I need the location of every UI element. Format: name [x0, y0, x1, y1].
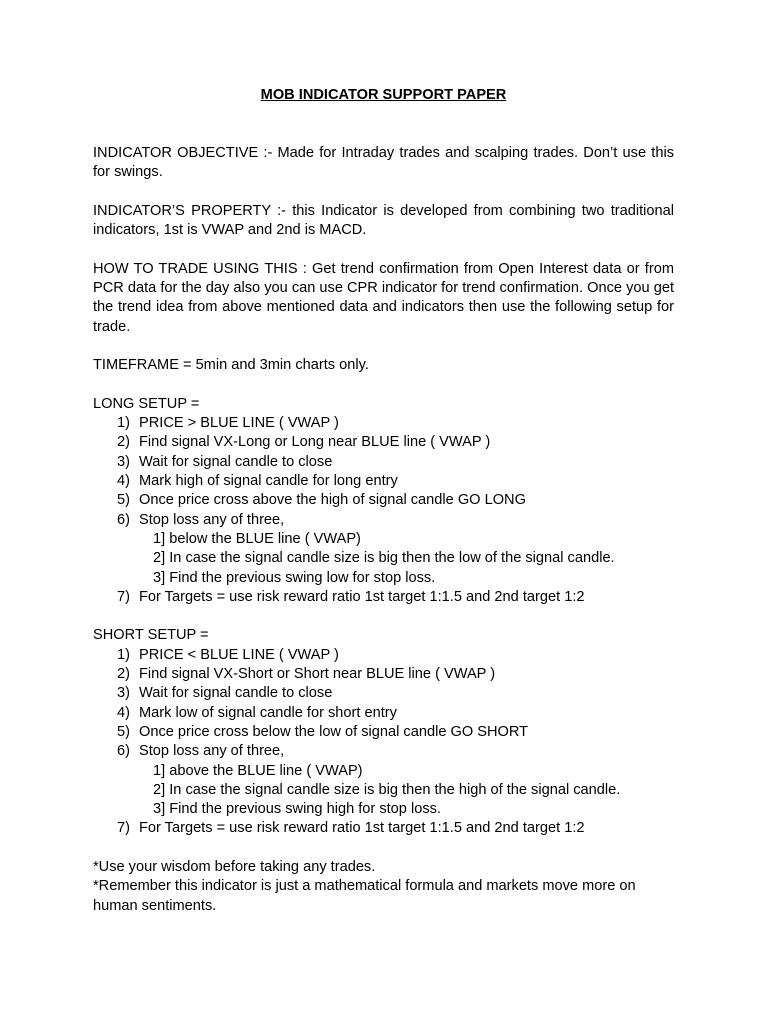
- list-text: Wait for signal candle to close: [139, 685, 333, 702]
- list-item: [93, 491, 674, 510]
- objective-paragraph: INDICATOR OBJECTIVE :- Made for Intraday trades and scalping trades. Don’t use this for swings.: [93, 145, 674, 181]
- short-setup-section: [93, 626, 674, 838]
- list-number: 6): [117, 743, 130, 760]
- stoploss-option: 2] In case the signal candle size is big then the high of the signal candle.: [153, 781, 621, 798]
- list-item: [93, 704, 674, 723]
- stoploss-option: 3] Find the previous swing low for stop loss.: [153, 569, 436, 586]
- spacer: [93, 607, 674, 626]
- spacer: [93, 839, 674, 858]
- spacer: [93, 337, 674, 356]
- long-setup-section: [93, 395, 674, 607]
- disclaimer-note: *Use your wisdom before taking any trades.: [93, 858, 376, 875]
- list-number: 7): [117, 588, 130, 605]
- stoploss-option: 1] below the BLUE line ( VWAP): [153, 530, 361, 547]
- list-number: 4): [117, 473, 130, 490]
- short-setup-target: [93, 819, 674, 838]
- list-item: [93, 453, 674, 472]
- list-item: [93, 684, 674, 703]
- list-item: [93, 665, 674, 684]
- list-number: 2): [117, 434, 130, 451]
- list-text: PRICE < BLUE LINE ( VWAP ): [139, 646, 339, 663]
- long-setup-steps: [93, 414, 674, 530]
- list-text: For Targets = use risk reward ratio 1st target 1:1.5 and 2nd target 1:2: [139, 588, 585, 605]
- list-item: [93, 414, 674, 433]
- long-setup-target: [93, 588, 674, 607]
- disclaimer-note: *Remember this indicator is just a mathematical formula and markets move more on human sentiments.: [93, 878, 636, 914]
- list-number: 3): [117, 685, 130, 702]
- page-title: MOB INDICATOR SUPPORT PAPER: [260, 87, 507, 103]
- stoploss-option: 2] In case the signal candle size is big then the low of the signal candle.: [153, 550, 615, 567]
- how-to-trade-paragraph: HOW TO TRADE USING THIS : Get trend confirmation from Open Interest data or from PCR data for the day also you can use CPR indicator for trend confirmation. Once you get the trend idea from above mentioned data and indicators then use the following setup for trade.: [93, 260, 674, 335]
- stoploss-option: 3] Find the previous swing high for stop loss.: [153, 801, 441, 818]
- list-text: Find signal VX-Long or Long near BLUE line ( VWAP ): [139, 434, 491, 451]
- list-text: Mark low of signal candle for short entry: [139, 704, 397, 721]
- stoploss-option: 1] above the BLUE line ( VWAP): [153, 762, 363, 779]
- list-text: Once price cross above the high of signal candle GO LONG: [139, 492, 526, 509]
- list-text: PRICE > BLUE LINE ( VWAP ): [139, 415, 339, 432]
- long-setup-heading: LONG SETUP =: [93, 395, 200, 412]
- spacer: [93, 105, 674, 144]
- spacer: [93, 376, 674, 395]
- timeframe-line: TIMEFRAME = 5min and 3min charts only.: [93, 357, 369, 374]
- list-item: [93, 819, 674, 838]
- property-paragraph: INDICATOR’S PROPERTY :- this Indicator is developed from combining two traditional indicators, 1st is VWAP and 2nd is MACD.: [93, 202, 674, 239]
- list-number: 5): [117, 492, 130, 509]
- list-item: [93, 511, 674, 530]
- list-item: [93, 588, 674, 607]
- list-item: [93, 472, 674, 491]
- spacer: [93, 183, 674, 202]
- short-setup-heading: SHORT SETUP =: [93, 627, 209, 644]
- list-text: Once price cross below the low of signal candle GO SHORT: [139, 723, 529, 740]
- list-item: [93, 646, 674, 665]
- list-item: [93, 433, 674, 452]
- list-item: [93, 723, 674, 742]
- list-text: Wait for signal candle to close: [139, 453, 333, 470]
- list-number: 1): [117, 646, 130, 663]
- list-number: 3): [117, 453, 130, 470]
- list-text: Stop loss any of three,: [139, 511, 285, 528]
- list-text: Find signal VX-Short or Short near BLUE line ( VWAP ): [139, 666, 496, 683]
- list-number: 6): [117, 511, 130, 528]
- list-text: Mark high of signal candle for long entry: [139, 473, 398, 490]
- short-setup-steps: [93, 646, 674, 762]
- list-number: 5): [117, 723, 130, 740]
- spacer: [93, 240, 674, 259]
- list-item: [93, 742, 674, 761]
- list-number: 1): [117, 415, 130, 432]
- list-text: Stop loss any of three,: [139, 743, 285, 760]
- document-page: [93, 86, 674, 916]
- list-number: 7): [117, 820, 130, 837]
- list-text: For Targets = use risk reward ratio 1st target 1:1.5 and 2nd target 1:2: [139, 820, 585, 837]
- list-number: 4): [117, 704, 130, 721]
- list-number: 2): [117, 666, 130, 683]
